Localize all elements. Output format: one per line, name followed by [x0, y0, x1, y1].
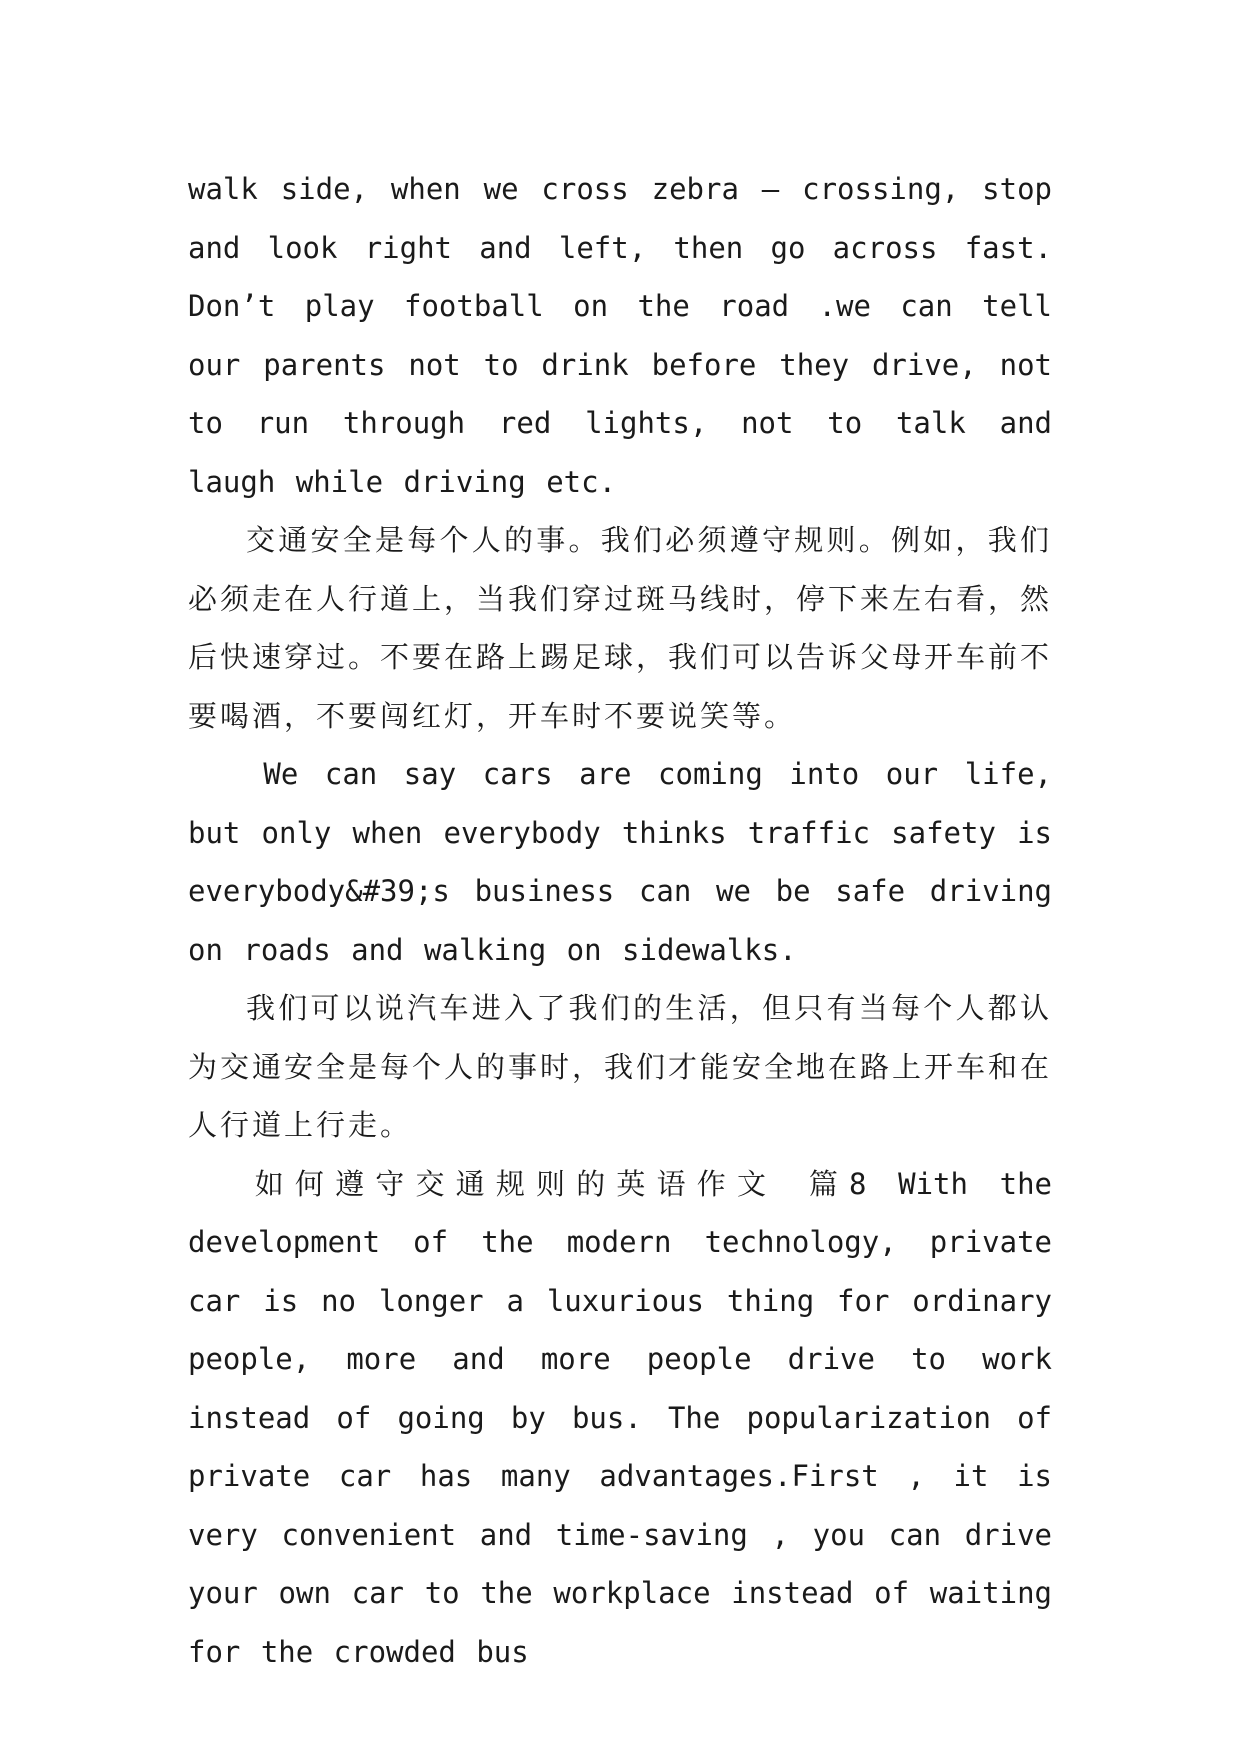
paragraph-english-2: We can say cars are coming into our life, but only when everybody thinks traffic safety is everybody&#39;s business can we be safe driving on roads and walking on sidewalks. [188, 757, 1052, 967]
paragraph-english-1: walk side, when we cross zebra – crossing, stop and look right and left, then go across fast. Don’t play football on the road .we can tell our parents not to drink before they drive, not to run through red lights, not to talk and laugh while driving etc. [188, 172, 1052, 499]
paragraph-chinese-2: 我们可以说汽车进入了我们的生活，但只有当每个人都认为交通安全是每个人的事时，我们才能安全地在路上开车和在人行道上行走。 [188, 991, 1053, 1142]
paragraph-essay-8: 如何遵守交通规则的英语作文 篇8 With the development of the modern technology, private car is no longer a luxurious thing for ordinary people, more and more people drive to work instead of going by bus. The popularization of private car has many advantages.First , it is very convenient and time-saving , you can drive your own car to the workplace instead of waiting for the crowded bus [188, 1166, 1052, 1669]
document-body [188, 160, 1052, 1681]
paragraph-chinese-1: 交通安全是每个人的事。我们必须遵守规则。例如，我们必须走在人行道上，当我们穿过斑马线时，停下来左右看，然后快速穿过。不要在路上踢足球，我们可以告诉父母开车前不要喝酒，不要闯红灯，开车时不要说笑等。 [188, 523, 1053, 733]
